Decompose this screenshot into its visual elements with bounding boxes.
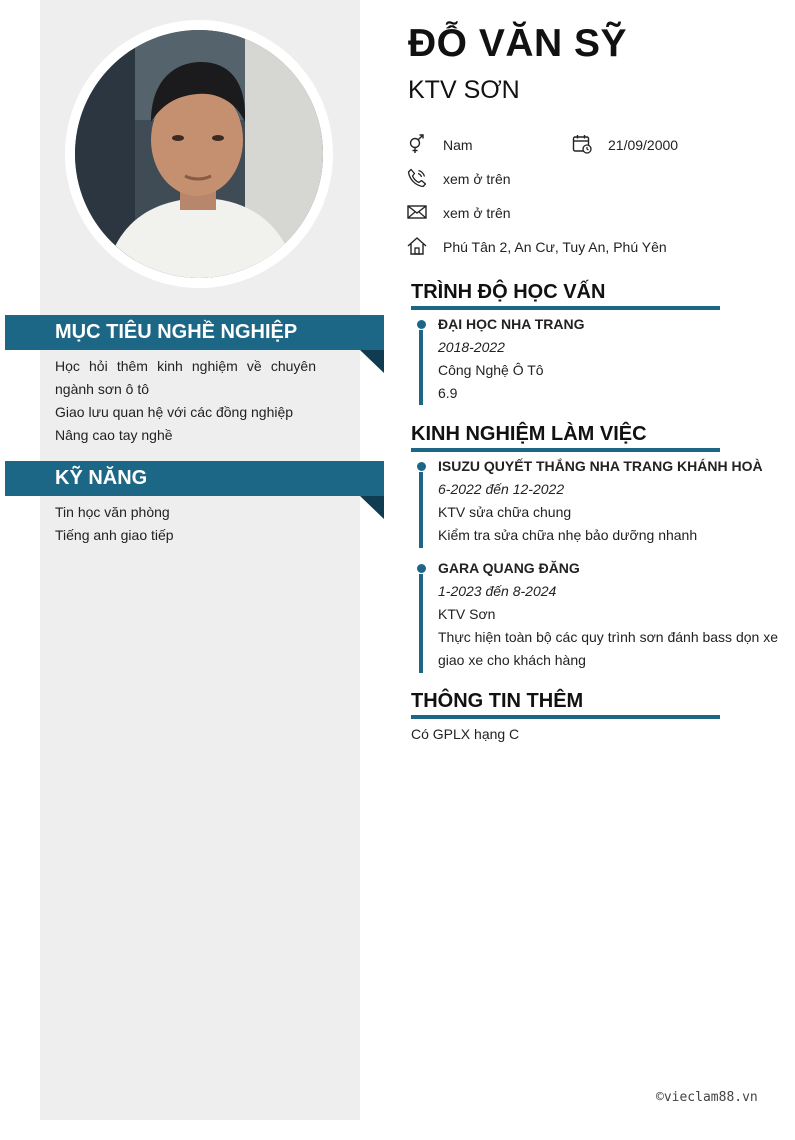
company-name: ISUZU QUYẾT THẮNG NHA TRANG KHÁNH HOÀ <box>438 458 763 474</box>
experience-description: Kiểm tra sửa chữa nhẹ bảo dưỡng nhanh <box>438 527 698 543</box>
skills-heading-fold <box>360 496 384 519</box>
experience-bullet <box>417 462 426 471</box>
objective-line-2: ngành sơn ô tô <box>55 381 150 397</box>
education-timeline <box>419 330 423 405</box>
experience-period: 6-2022 đến 12-2022 <box>438 481 565 497</box>
objective-heading-fold <box>360 350 384 373</box>
skills-list <box>55 501 316 547</box>
experience-timeline-2 <box>419 574 423 673</box>
education-heading: TRÌNH ĐỘ HỌC VẤN <box>411 279 720 310</box>
experience-bullet <box>417 564 426 573</box>
skills-heading: KỸ NĂNG <box>5 461 384 496</box>
phone-icon <box>407 168 427 188</box>
email-value: xem ở trên <box>443 205 511 221</box>
watermark: ©vieclam88.vn <box>656 1090 758 1105</box>
additional-info-text: Có GPLX hạng C <box>411 726 520 742</box>
phone-value: xem ở trên <box>443 171 511 187</box>
education-period: 2018-2022 <box>438 339 505 355</box>
email-icon <box>407 202 427 222</box>
experience-description-line-2: giao xe cho khách hàng <box>438 652 586 668</box>
experience-timeline-1 <box>419 472 423 548</box>
education-bullet <box>417 320 426 329</box>
gender-icon <box>407 134 427 154</box>
objective-line-4: Nâng cao tay nghề <box>55 427 173 443</box>
experience-entry-2 <box>438 557 778 672</box>
calendar-icon <box>572 134 592 154</box>
experience-period: 1-2023 đến 8-2024 <box>438 583 557 599</box>
skill-item: Tiếng anh giao tiếp <box>55 527 174 543</box>
additional-info-heading: THÔNG TIN THÊM <box>411 688 720 719</box>
home-icon <box>407 236 427 256</box>
objective-line-1: Học hỏi thêm kinh nghiệm về chuyên <box>55 358 316 374</box>
experience-position: KTV sửa chữa chung <box>438 504 572 520</box>
birthdate-value: 21/09/2000 <box>608 137 679 153</box>
education-major: Công Nghệ Ô Tô <box>438 362 544 378</box>
education-entry <box>438 313 584 405</box>
experience-description-line-1: Thực hiện toàn bộ các quy trình sơn đánh bass dọn xe <box>438 629 778 645</box>
experience-position: KTV Sơn <box>438 606 496 622</box>
job-title: KTV SƠN <box>408 76 520 104</box>
school-name: ĐẠI HỌC NHA TRANG <box>438 316 585 332</box>
experience-heading: KINH NGHIỆM LÀM VIỆC <box>411 421 720 452</box>
avatar <box>75 30 323 278</box>
experience-entry-1 <box>438 455 763 547</box>
company-name: GARA QUANG ĐĂNG <box>438 560 580 576</box>
education-score: 6.9 <box>438 385 458 401</box>
address-value: Phú Tân 2, An Cư, Tuy An, Phú Yên <box>443 239 667 255</box>
skill-item: Tin học văn phòng <box>55 504 170 520</box>
objective-line-3: Giao lưu quan hệ với các đồng nghiệp <box>55 404 294 420</box>
objective-text <box>55 355 316 447</box>
candidate-name: ĐỖ VĂN SỸ <box>408 22 628 65</box>
gender-value: Nam <box>443 137 473 153</box>
objective-heading: MỤC TIÊU NGHỀ NGHIỆP <box>5 315 384 350</box>
